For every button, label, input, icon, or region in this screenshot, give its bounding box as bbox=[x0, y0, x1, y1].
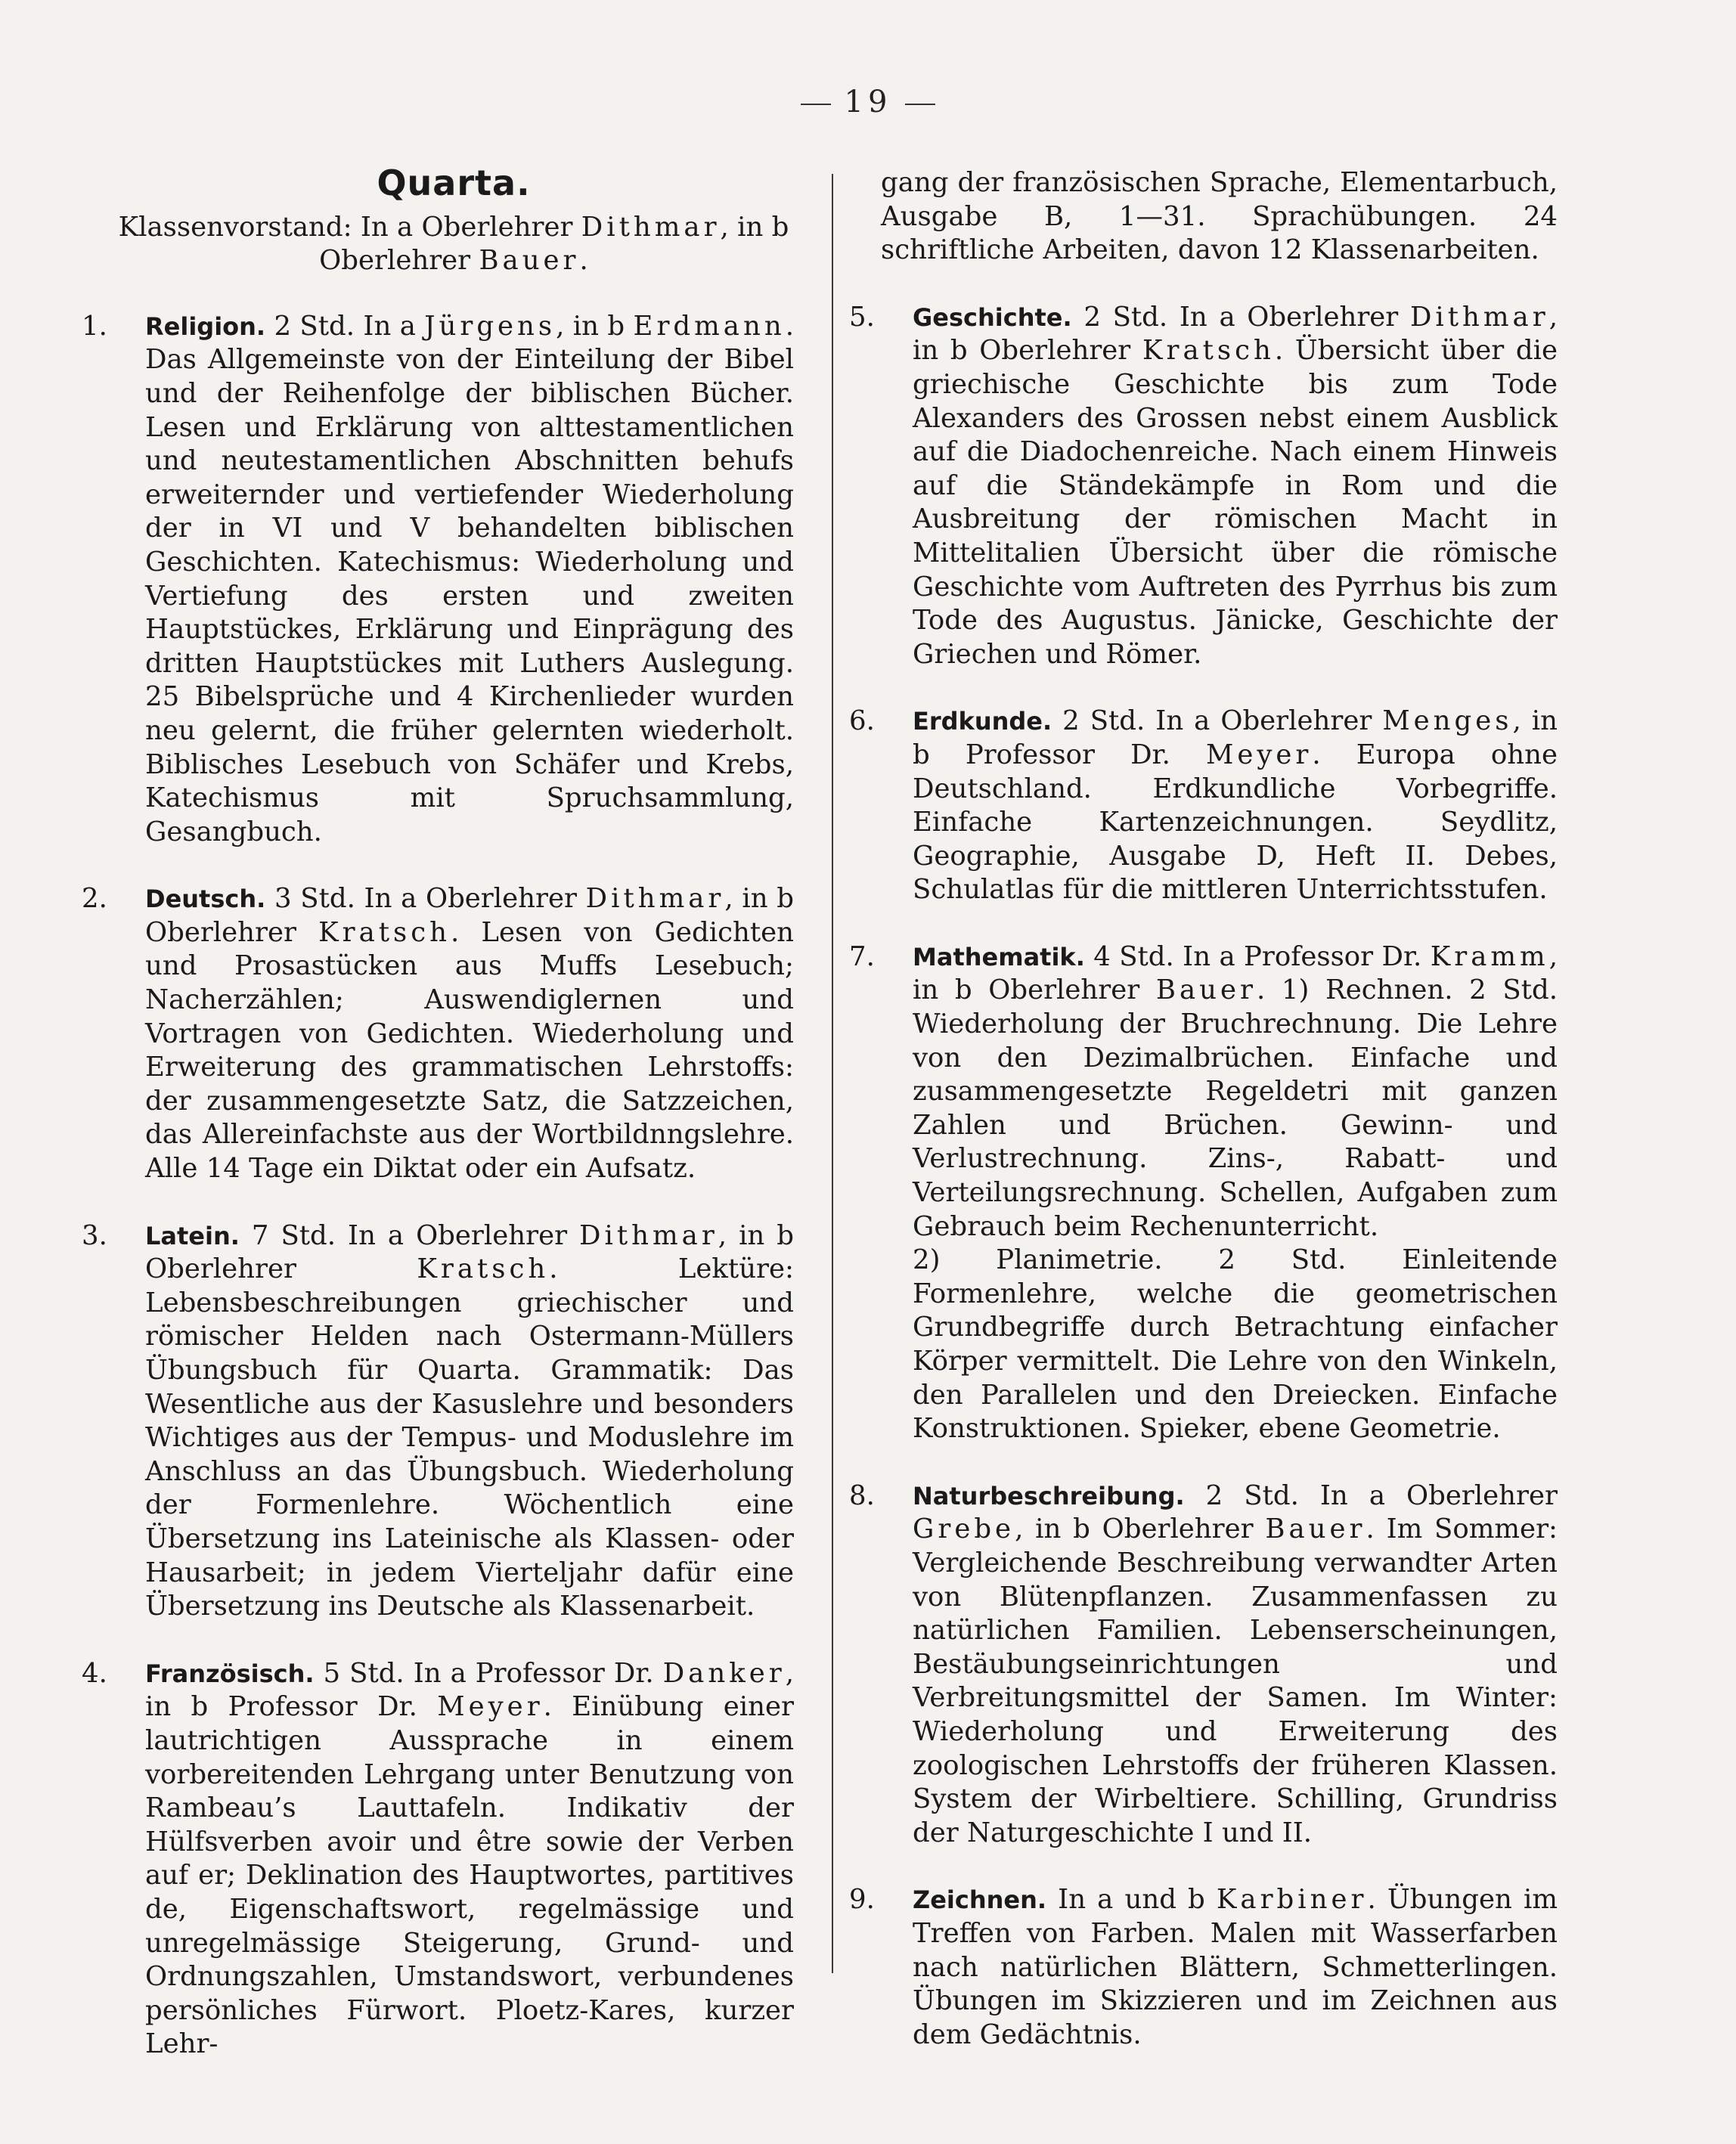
section-number: 7. bbox=[849, 940, 875, 972]
section-erdkunde bbox=[849, 705, 1558, 907]
section-pre: 2 Std. In a Oberlehrer bbox=[1184, 1479, 1558, 1511]
teacher-name: Menges bbox=[1382, 705, 1513, 737]
section-text bbox=[82, 882, 795, 1185]
section-pre: 5 Std. In a Professor Dr. bbox=[314, 1657, 663, 1689]
section-religion bbox=[82, 310, 794, 850]
section-franzoesisch bbox=[82, 1657, 795, 2062]
subject-title: Französisch. bbox=[145, 1659, 315, 1688]
teacher-name: Dithmar bbox=[1409, 301, 1549, 333]
klassenvorstand-b: , in b Oberlehrer bbox=[319, 211, 789, 277]
klassenvorstand-label: Klassenvorstand: bbox=[118, 211, 352, 243]
teacher-name: Jürgens bbox=[424, 310, 556, 342]
section-mid: , in b Professor Dr. bbox=[145, 1657, 794, 1723]
section-mathematik bbox=[849, 940, 1558, 1446]
class-heading: Quarta. bbox=[377, 163, 531, 203]
section-text bbox=[82, 1219, 795, 1624]
section-pre: In a und b bbox=[1046, 1884, 1217, 1916]
subject-title: Naturbeschreibung. bbox=[913, 1481, 1185, 1510]
section-deutsch bbox=[82, 882, 795, 1185]
section-number: 9. bbox=[849, 1884, 875, 1916]
section-pre: 7 Std. In a Oberlehrer bbox=[239, 1219, 580, 1251]
section-body: . Europa ohne Deutschland. Erdkundliche Vorbegriffe. Einfache Kartenzeichnungen. Seydlitz, Geographie, Ausgabe D, Heft II. Debes, Schulatlas für die mittleren Unterrichtsstufen. bbox=[913, 739, 1558, 906]
section-mid: , in b Oberlehrer bbox=[145, 1219, 795, 1285]
subject-title: Zeichnen. bbox=[913, 1885, 1047, 1915]
period: . bbox=[579, 245, 588, 277]
section-geschichte bbox=[849, 301, 1558, 672]
subject-title: Mathematik. bbox=[913, 942, 1085, 971]
section-pre: 3 Std. In a Oberlehrer bbox=[265, 883, 586, 915]
section-body: . Lesen von Gedichten und Prosastücken aus Muffs Lesebuch; Nacherzählen; Auswendiglernen und Vortragen von Gedichten. Wiederholung und Erweiterung des grammatischen Lehrstoffs: der zusammengesetzte Satz, die Satzzeichen, das Allereinfachste aus der Wortbildnngslehre. Alle 14 Tage ein Diktat oder ein Aufsatz. bbox=[145, 916, 794, 1185]
section-text bbox=[849, 705, 1558, 907]
page-number bbox=[0, 85, 1736, 119]
section-mid: , in b Oberlehrer bbox=[913, 940, 1558, 1006]
section-number: 8. bbox=[849, 1479, 875, 1511]
teacher-name: Bauer bbox=[1155, 974, 1257, 1006]
dash-right bbox=[905, 104, 935, 105]
section-body: . Einübung einer lautrichtigen Aussprache in einem vorbereitenden Lehrgang unter Benutzung von Rambeau’s Lauttafeln. Indikativ der Hülfsverben avoir und être sowie der Verben auf er; Deklination des Hauptwortes, partitives de, Eigenschaftswort, regelmässige und unregelmässige Steigerung, Grund- und Ordnungszahlen, Umstandswort, verbundenes persönliches Fürwort. Ploetz-Kares, kurzer Lehr- bbox=[145, 1691, 795, 2060]
section-number: 1. bbox=[82, 310, 107, 342]
section-naturbeschreibung bbox=[849, 1479, 1558, 1851]
teacher-name: Bauer bbox=[479, 245, 580, 277]
section-number: 4. bbox=[82, 1657, 107, 1689]
section-body: . Im Sommer: Vergleichende Beschreibung verwandter Arten von Blütenpflanzen. Zusammenfassen zu natürlichen Familien. Lebenserscheinungen, Bestäubungseinrichtungen und Verbreitungsmittel der Samen. Im Winter: Wiederholung und Erweiterung des zoologischen Lehrstoffs der früheren Klassen. System der Wirbeltiere. Schilling, Grundriss der Naturgeschichte I und II. bbox=[913, 1514, 1558, 1848]
section-number: 3. bbox=[82, 1219, 107, 1251]
klassenvorstand bbox=[113, 211, 794, 278]
section-text bbox=[849, 301, 1558, 672]
teacher-name: Danker bbox=[662, 1657, 786, 1689]
section-text-continued: 2) Planimetrie. 2 Std. Einleitende Formenlehre, welche die geometrischen Grundbegriffe durch Betrachtung einfacher Körper vermittelt. Die Lehre von den Winkeln, den Parallelen und den Dreiecken. Einfache Konstruktionen. Spieker, ebene Geometrie. bbox=[913, 1244, 1558, 1445]
section-body: . 1) Rechnen. 2 Std. Wiederholung der Bruchrechnung. Die Lehre von den Dezimalbrüchen. Einfache und zusammengesetzte Regeldetri mit ganzen Zahlen und Brüchen. Gewinn- und Verlustrechnung. Zins-, Rabatt- und Verteilungsrechnung. Schellen, Aufgaben zum Gebrauch beim Rechenunterricht. bbox=[913, 974, 1558, 1242]
section-text bbox=[849, 940, 1558, 1244]
section-latein bbox=[82, 1219, 795, 1624]
teacher-name: Meyer bbox=[1205, 739, 1313, 770]
section-mid: , in b Oberlehrer bbox=[1015, 1514, 1266, 1545]
section-number: 2. bbox=[82, 883, 107, 915]
right-column bbox=[849, 166, 1558, 2085]
section-number: 5. bbox=[849, 301, 875, 333]
teacher-name: Meyer bbox=[437, 1691, 544, 1723]
left-column bbox=[82, 163, 795, 2095]
teacher-name: Grebe bbox=[913, 1514, 1015, 1545]
teacher-name: Kratsch bbox=[1142, 335, 1275, 367]
subject-title: Geschichte. bbox=[913, 302, 1072, 332]
teacher-name: Karbiner bbox=[1216, 1884, 1368, 1916]
teacher-name: Kratsch bbox=[417, 1253, 550, 1285]
teacher-name: Bauer bbox=[1265, 1514, 1366, 1545]
section-zeichnen bbox=[849, 1883, 1558, 2052]
section-mid: , in b bbox=[556, 310, 634, 342]
teacher-name: Dithmar bbox=[581, 211, 721, 243]
section-body: . Übungen im Treffen von Farben. Malen mit Wasserfarben nach natürlichen Blättern, Schmetterlingen. Übungen im Skizzieren und im Zeichnen aus dem Gedächtnis. bbox=[913, 1884, 1558, 2050]
subject-title: Deutsch. bbox=[145, 885, 266, 914]
teacher-name: Kramm bbox=[1430, 940, 1549, 972]
subject-title: Latein. bbox=[145, 1221, 240, 1250]
dash-left bbox=[801, 104, 831, 105]
section-pre: 2 Std. In a Oberlehrer bbox=[1071, 301, 1410, 333]
teacher-name: Kratsch bbox=[318, 916, 451, 948]
teacher-name: Erdmann bbox=[633, 310, 786, 342]
teacher-name: Dithmar bbox=[585, 883, 725, 915]
section-mid: , in b Professor Dr. bbox=[913, 705, 1558, 770]
section-number: 6. bbox=[849, 705, 875, 737]
section-text bbox=[82, 1657, 795, 2062]
section-text bbox=[82, 310, 794, 850]
section-pre: 4 Std. In a Professor Dr. bbox=[1084, 940, 1431, 972]
klassenvorstand-a: In a Oberlehrer bbox=[360, 211, 573, 243]
section-pre: 2 Std. In a Oberlehrer bbox=[1052, 705, 1383, 737]
section-mid: , in b Oberlehrer bbox=[145, 883, 795, 948]
teacher-name: Dithmar bbox=[579, 1219, 718, 1251]
subject-title: Religion. bbox=[145, 311, 266, 341]
page-number-text: 19 bbox=[844, 85, 892, 119]
french-continuation: gang der französischen Sprache, Elementarbuch, Ausgabe B, 1—31. Sprachübungen. 24 schriftliche Arbeiten, davon 12 Klassenarbeiten. bbox=[881, 167, 1558, 266]
section-mid: , in b Oberlehrer bbox=[913, 301, 1558, 367]
subject-title: Erdkunde. bbox=[913, 707, 1052, 736]
section-text bbox=[849, 1479, 1558, 1851]
section-body: . Das Allgemeinste von der Einteilung der Bibel und der Reihenfolge der biblischen Bücher. Lesen und Erklärung von alttestamentlichen und neutestamentlichen Abschnitten behufs erweiternder und vertiefender Wiederholung der in VI und V behandelten biblischen Geschichten. Katechismus: Wiederholung und Vertiefung des ersten und zweiten Hauptstückes, Erklärung und Einprägung des dritten Hauptstückes mit Luthers Auslegung. 25 Bibelsprüche und 4 Kirchenlieder wurden neu gelernt, die früher gelernten wiederholt. Biblisches Lesebuch von Schäfer und Krebs, Katechismus mit Spruchsammlung, Gesangbuch. bbox=[145, 310, 794, 847]
section-pre: 2 Std. In a bbox=[265, 310, 425, 342]
column-divider bbox=[832, 174, 833, 1973]
section-body: . Lektüre: Lebensbeschreibungen griechischer und römischer Helden nach Ostermann-Müllers Übungsbuch für Quarta. Grammatik: Das Wesentliche aus der Kasuslehre und besonders Wichtiges aus der Tempus- und Moduslehre im Anschluss an das Übungsbuch. Wiederholung der Formenlehre. Wöchentlich eine Übersetzung ins Lateinische als Klassen- oder Hausarbeit; in jedem Vierteljahr dafür eine Übersetzung ins Deutsche als Klassenarbeit. bbox=[145, 1253, 794, 1622]
section-text bbox=[849, 1883, 1558, 2052]
section-body: . Übersicht über die griechische Geschichte bis zum Tode Alexanders des Grossen nebst einem Ausblick auf die Diadochenreiche. Nach einem Hinweis auf die Ständekämpfe in Rom und die Ausbreitung der römischen Macht in Mittelitalien Übersicht über die römische Geschichte vom Auftreten des Pyrrhus bis zum Tode des Augustus. Jänicke, Geschichte der Griechen und Römer. bbox=[913, 335, 1558, 670]
